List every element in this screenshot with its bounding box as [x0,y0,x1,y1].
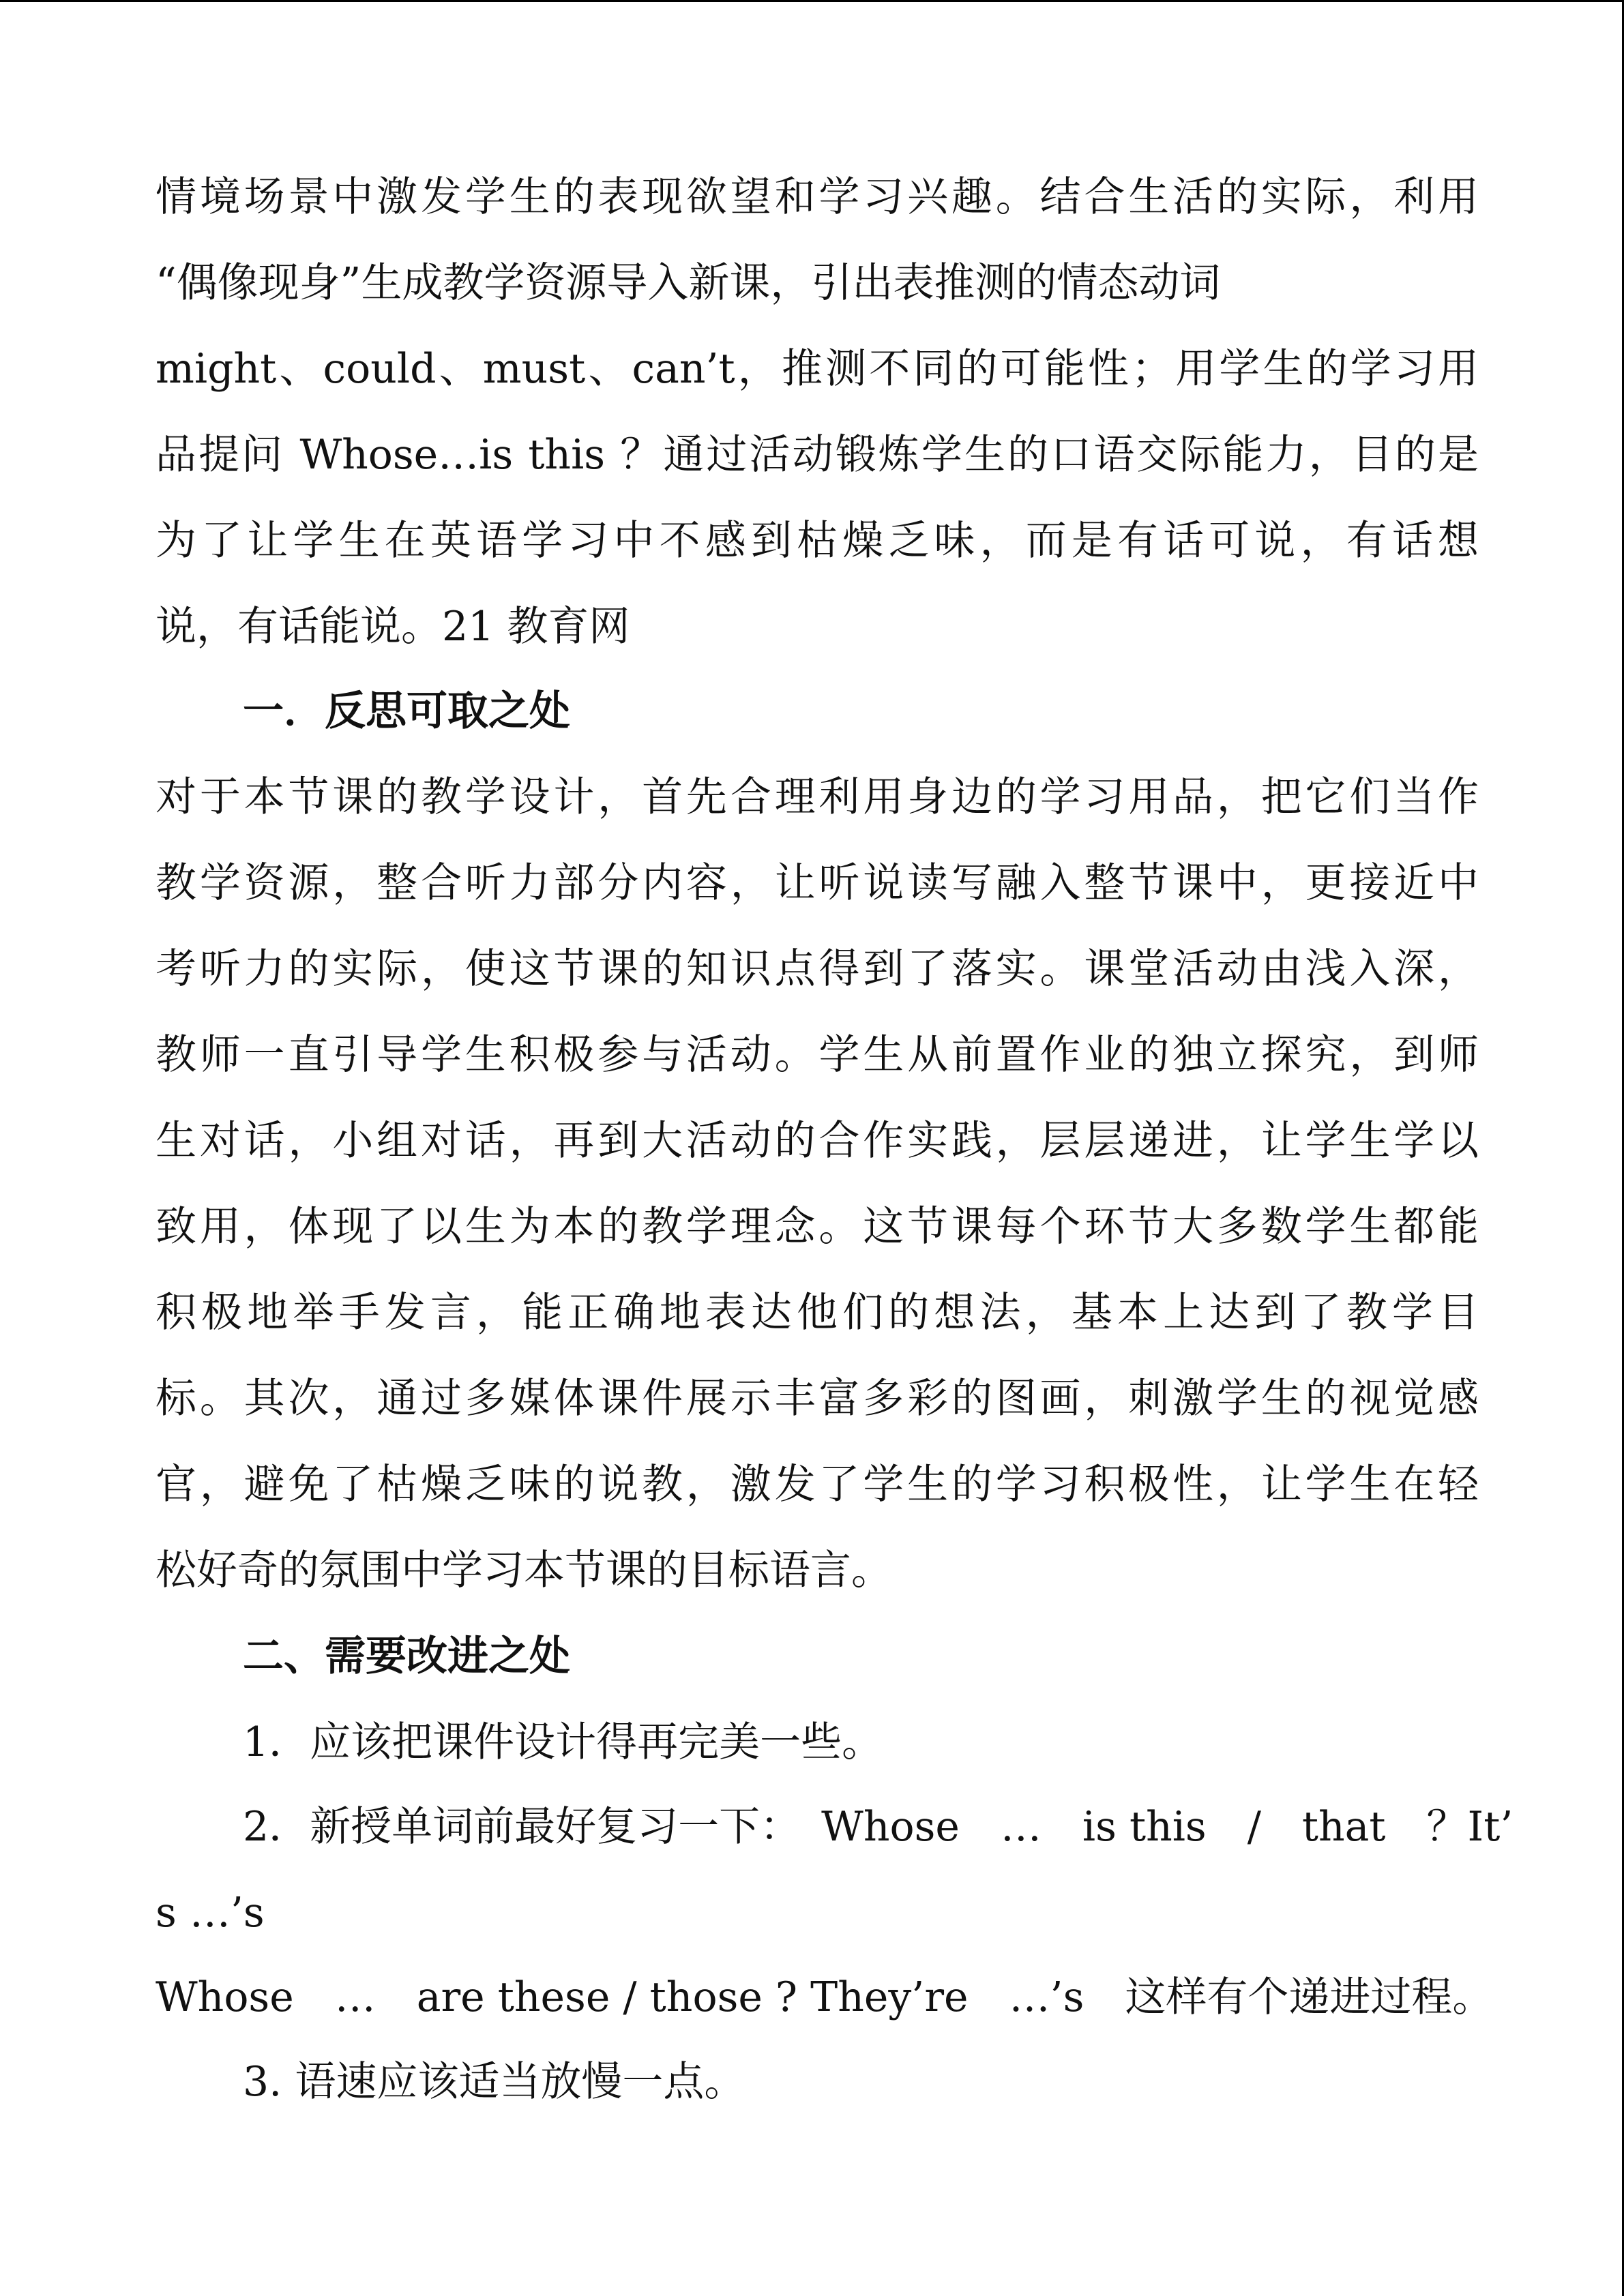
intro-line-5: 为了让学生在英语学习中不感到枯燥乏味，而是有话可说，有话想 [156,517,1479,565]
section1-line-8: 标。其次，通过多媒体课件展示丰富多彩的图画，刺激学生的视觉感 [156,1375,1479,1422]
list-item-2-continuation: s …’s [156,1889,265,1937]
intro-line-6: 说，有话能说。21 教育网 [156,603,630,651]
section1-line-10: 松好奇的氛围中学习本节课的目标语言。 [156,1547,892,1594]
section1-line-9: 官，避免了枯燥乏味的说教，激发了学生的学习积极性，让学生在轻 [156,1461,1479,1508]
intro-line-4: 品提问 Whose…is this ？通过活动锻炼学生的口语交际能力，目的是 [156,431,1479,479]
section1-line-2: 教学资源，整合听力部分内容，让听说读写融入整节课中，更接近中 [156,859,1479,907]
list-item-1: 1．应该把课件设计得再完美一些。 [243,1718,883,1766]
section1-heading: 一．反思可取之处 [243,687,570,735]
section1-line-4: 教师一直引导学生积极参与活动。学生从前置作业的独立探究，到师 [156,1031,1479,1079]
section1-line-1: 对于本节课的教学设计，首先合理利用身边的学习用品，把它们当作 [156,773,1479,821]
intro-line-1: 情境场景中激发学生的表现欲望和学习兴趣。结合生活的实际，利用 [156,173,1479,221]
section2-heading: 二、需要改进之处 [243,1632,570,1680]
list-item-2: 2．新授单词前最好复习一下： Whose … is this / that ？It’ [243,1803,1514,1851]
section1-line-6: 致用，体现了以生为本的教学理念。这节课每个环节大多数学生都能 [156,1203,1479,1251]
section1-line-3: 考听力的实际，使这节课的知识点得到了落实。课堂活动由浅入深， [156,945,1479,993]
list-item-3: 3. 语速应该适当放慢一点。 [243,2058,745,2106]
list-item-2-example: Whose … are these / those ? They’re …’s 这样有个递进过程。 [156,1973,1494,2021]
intro-line-3: might、could、must、can’t，推测不同的可能性；用学生的学习用 [156,345,1479,393]
section1-line-7: 积极地举手发言，能正确地表达他们的想法，基本上达到了教学目 [156,1289,1479,1337]
intro-line-2: “偶像现身”生成教学资源导入新课，引出表推测的情态动词 [156,259,1221,307]
section1-line-5: 生对话，小组对话，再到大活动的合作实践，层层递进，让学生学以 [156,1117,1479,1165]
